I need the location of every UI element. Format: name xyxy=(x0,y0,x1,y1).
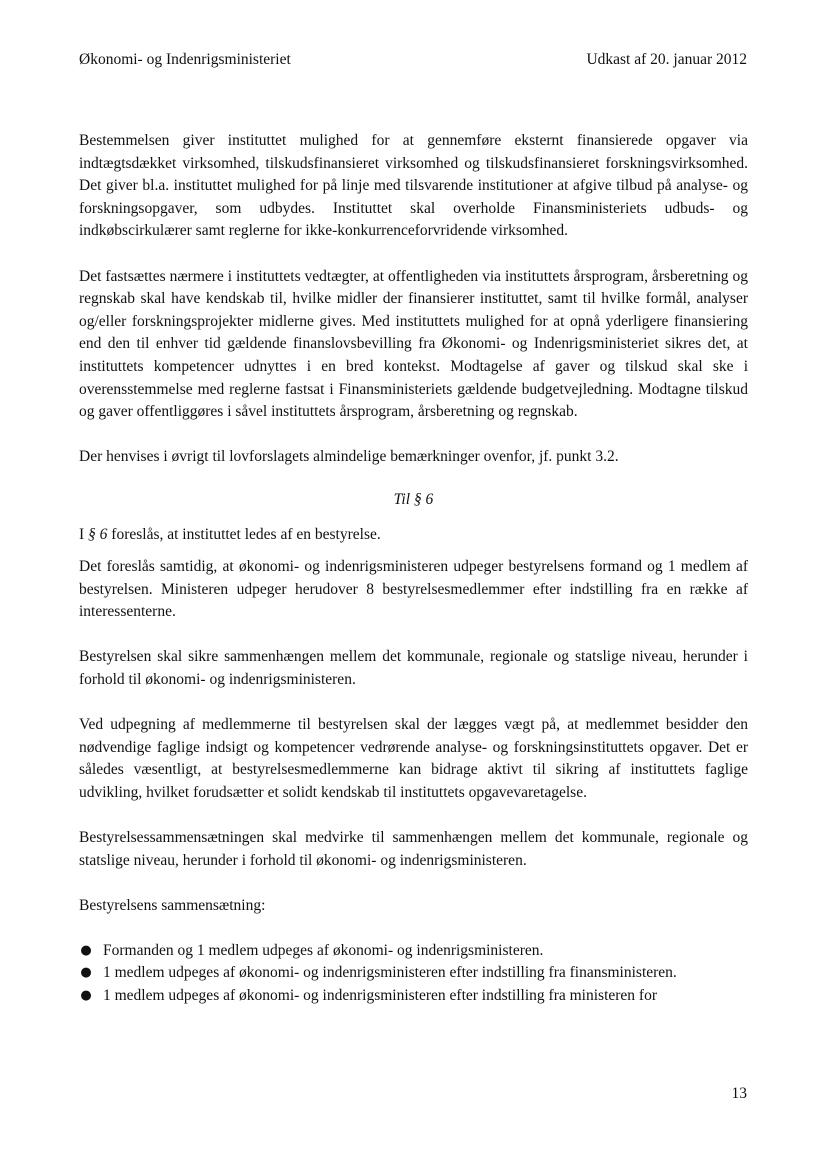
paragraph: Der henvises i øvrigt til lovforslagets almindelige bemærkninger ovenfor, jf. punkt 3.2. xyxy=(79,448,619,466)
list-item xyxy=(79,962,748,985)
paragraph-prefix: I xyxy=(79,525,89,543)
header-draft-date: Udkast af 20. januar 2012 xyxy=(586,51,747,68)
list-item xyxy=(79,940,748,963)
bullet-list xyxy=(79,940,748,1008)
list-item-text: 1 medlem udpeges af økonomi- og indenrigsministeren efter indstilling fra finansministeren. xyxy=(103,964,677,982)
list-item-text: 1 medlem udpeges af økonomi- og indenrigsministeren efter indstilling fra ministeren for xyxy=(103,986,657,1004)
bullet-icon: ● xyxy=(80,965,92,981)
page-number: 13 xyxy=(731,1085,747,1102)
document-body xyxy=(79,130,748,1007)
bullet-icon: ● xyxy=(80,987,92,1003)
paragraph: Bestyrelsessammensætningen skal medvirke til sammenhængen mellem det kommunale, regionale og statslige niveau, herunder i forhold til økonomi- og indenrigsministeren. xyxy=(79,829,748,869)
paragraph: Ved udpegning af medlemmerne til bestyrelsen skal der lægges vægt på, at medlemmet besidder den nødvendige faglige indsigt og kompetencer vedrørende analyse- og forskningsinstituttets opgaver. Det er således væsentligt, at bestyrelsesmedlemmerne kan bidrage aktivt til sikring af instituttets faglige udvikling, hvilket forudsætter et solidt kendskab til instituttets opgavevaretagelse. xyxy=(79,716,748,802)
section-reference: § 6 xyxy=(88,525,108,543)
paragraph: Bestemmelsen giver instituttet mulighed for at gennemføre eksternt finansierede opgaver via indtægtsdækket virksomhed, tilskudsfinansieret virksomhed og tilskudsfinansieret forskningsvirksomhed. Det giver bl.a. instituttet mulighed for på linje med tilsvarende institutioner at afgive tilbud på analyse- og forskningsopgaver, som udbydes. Instituttet skal overholde Finansministeriets udbuds- og indkøbscirkulærer samt reglerne for ikke-konkurrenceforvridende virksomhed. xyxy=(79,132,748,240)
list-item-text: Formanden og 1 medlem udpeges af økonomi- og indenrigsministeren. xyxy=(103,941,544,959)
section-heading: Til § 6 xyxy=(393,490,434,508)
paragraph xyxy=(79,524,748,547)
bullet-icon: ● xyxy=(80,942,92,958)
paragraph: Det fastsættes nærmere i instituttets vedtægter, at offentligheden via instituttets årsprogram, årsberetning og regnskab skal have kendskab til, hvilke midler der finansierer instituttet, samt til hvilke formål, analyser og/eller forskningsprojekter midlerne gives. Med instituttets mulighed for at opnå yderligere finansiering end den til enhver tid gældende finanslovsbevilling fra Økonomi- og Indenrigsministeriet sikres det, at instituttets kompetencer udnyttes i en bred kontekst. Modtagelse af gaver og tilskud skal ske i overensstemmelse med reglerne fastsat i Finansministeriets gældende budgetvejledning. Modtagne tilskud og gaver offentliggøres i såvel instituttets årsprogram, årsberetning og regnskab. xyxy=(79,267,748,421)
paragraph: Bestyrelsen skal sikre sammenhængen mellem det kommunale, regionale og statslige niveau, herunder i forhold til økonomi- og indenrigsministeren. xyxy=(79,648,748,689)
paragraph: Det foreslås samtidig, at økonomi- og indenrigsministeren udpeger bestyrelsens formand og 1 medlem af bestyrelsen. Ministeren udpeger herudover 8 bestyrelsesmedlemmer efter indstilling fra en række af interessenterne. xyxy=(79,558,748,621)
paragraph: Bestyrelsens sammensætning: xyxy=(79,897,266,914)
header-ministry: Økonomi- og Indenrigsministeriet xyxy=(79,51,291,68)
list-item xyxy=(79,985,748,1008)
paragraph-text: foreslås, at instituttet ledes af en bestyrelse. xyxy=(107,525,381,543)
